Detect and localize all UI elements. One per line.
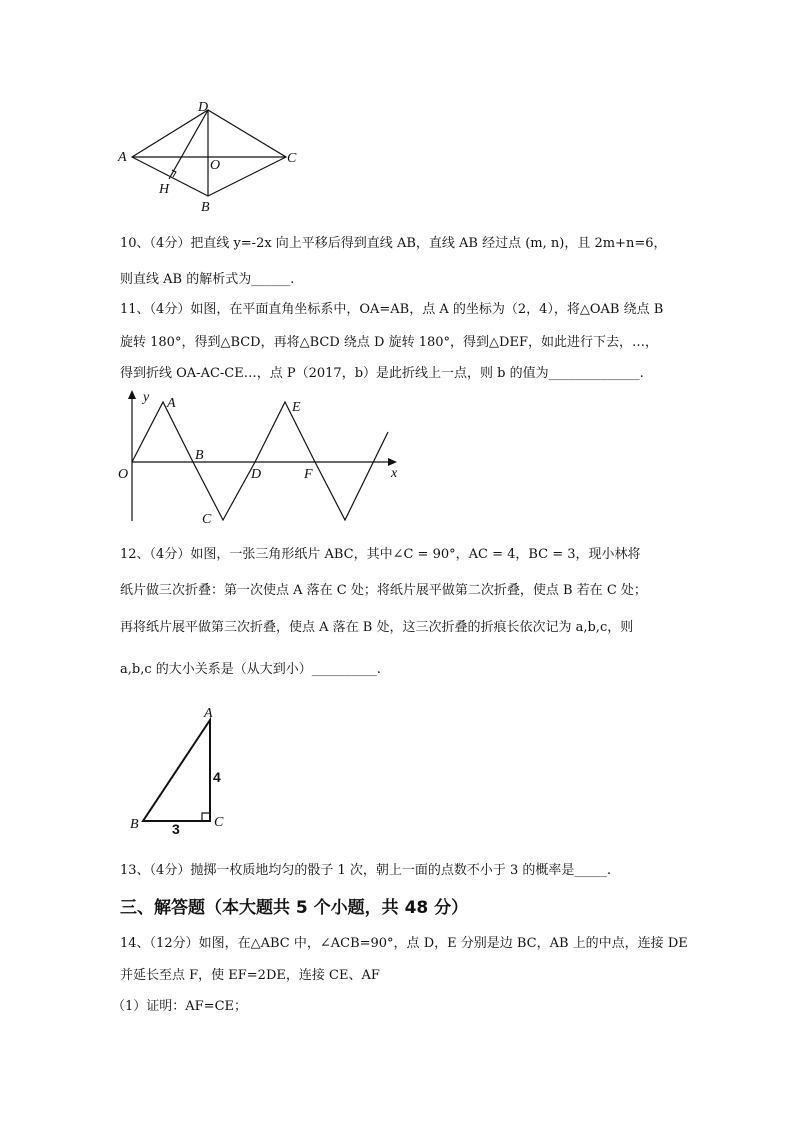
q10-line2: 则直线 AB 的解析式为______. bbox=[120, 272, 295, 287]
label-a: A bbox=[204, 706, 213, 721]
label-b: B bbox=[130, 817, 139, 832]
label-c: C bbox=[214, 815, 224, 830]
q14-part1: （1）证明：AF=CE； bbox=[112, 999, 248, 1014]
side-bc-length: 3 bbox=[172, 821, 180, 837]
segment-dh bbox=[169, 110, 208, 179]
q14-line2: 并延长至点 F，使 EF=2DE，连接 CE、AF bbox=[120, 968, 380, 983]
zigzag-figure bbox=[110, 385, 410, 530]
label-c: C bbox=[202, 512, 212, 527]
q12-line3: 再将纸片展平做第三次折叠，使点 A 落在 B 处，这三次折叠的折痕长依次记为 a,b,c，则 bbox=[120, 620, 634, 635]
q12-line2: 纸片做三次折叠：第一次使点 A 落在 C 处；将纸片展平做第二次折叠，使点 B 若在 C 处； bbox=[120, 583, 647, 598]
label-b: B bbox=[195, 448, 204, 463]
label-e: E bbox=[292, 400, 301, 415]
q12-line1: 12、（4分）如图，一张三角形纸片 ABC，其中∠C = 90°，AC = 4，BC = 3，现小林将 bbox=[120, 547, 641, 562]
q11-line2: 旋转 180°，得到△BCD，再将△BCD 绕点 D 旋转 180°，得到△DEF，如此进行下去，…， bbox=[120, 335, 658, 350]
q11-line1: 11、（4分）如图，在平面直角坐标系中，OA=AB，点 A 的坐标为（2，4），将△OAB 绕点 B bbox=[120, 302, 664, 317]
label-y: y bbox=[143, 390, 150, 405]
label-h: H bbox=[159, 182, 170, 197]
zigzag-line bbox=[132, 402, 388, 520]
x-axis-arrow bbox=[388, 458, 397, 466]
label-c: C bbox=[287, 151, 297, 166]
section3-title: 三、解答题（本大题共 5 个小题，共 48 分） bbox=[120, 898, 469, 918]
label-d: D bbox=[198, 100, 209, 115]
label-f: F bbox=[304, 467, 313, 482]
side-ac-length: 4 bbox=[213, 769, 221, 785]
label-a: A bbox=[167, 396, 176, 411]
q10-line1: 10、（4分）把直线 y=-2x 向上平移后得到直线 AB，直线 AB 经过点 (m, n)，且 2m+n=6， bbox=[120, 236, 667, 251]
q12-line4: a,b,c 的大小关系是（从大到小）__________. bbox=[120, 662, 381, 677]
rhombus-outline bbox=[132, 110, 286, 196]
triangle-figure bbox=[120, 700, 250, 845]
label-o: O bbox=[118, 467, 129, 482]
label-d: D bbox=[251, 467, 262, 482]
q11-line3: 得到折线 OA-AC-CE…，点 P（2017，b）是此折线上一点，则 b 的值为______________. bbox=[120, 366, 644, 381]
y-axis-arrow bbox=[128, 390, 136, 399]
label-b: B bbox=[201, 200, 210, 215]
label-x: x bbox=[391, 466, 398, 481]
label-a: A bbox=[118, 150, 127, 165]
rhombus-figure bbox=[110, 95, 310, 220]
right-angle-mark-c bbox=[202, 813, 210, 821]
q14-line1: 14、（12分）如图，在△ABC 中，∠ACB=90°，点 D，E 分别是边 BC，AB 上的中点，连接 DE bbox=[120, 936, 688, 951]
triangle-outline bbox=[143, 720, 210, 821]
label-o: O bbox=[210, 158, 221, 173]
q13-line1: 13、（4分）抛掷一枚质地均匀的骰子 1 次，朝上一面的点数不小于 3 的概率是_____. bbox=[120, 863, 612, 878]
